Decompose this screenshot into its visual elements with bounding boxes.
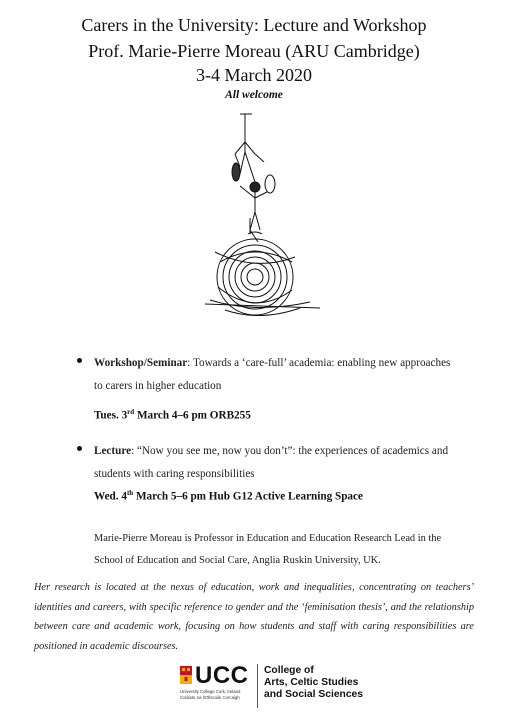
college-name — [264, 665, 363, 700]
lecture-date-sup: th — [126, 489, 134, 497]
workshop-label: Workshop/Seminar — [94, 357, 188, 369]
crest-icon — [180, 666, 192, 684]
workshop-text: : Towards a ‘care-full’ academia: enabling new approaches to carers in higher education — [94, 357, 451, 392]
workshop-description — [94, 352, 454, 398]
college-line-3: and Social Sciences — [264, 688, 364, 700]
bullet-dot — [77, 446, 82, 451]
ucc-wordmark: UCC — [195, 662, 249, 689]
research-summary: Her research is located at the nexus of education, work and inequalities, concentrating on teachers’ identities and careers, with specific reference to gender and the ‘feminisation thesis’, and the relationship between care and academic work, focusing on how students and staff with caring responsibilities are positioned in academic discourses. — [34, 582, 474, 652]
ucc-subtitle-en: University College Cork, Ireland — [180, 689, 241, 694]
bullet-dot — [77, 358, 82, 363]
logo-divider — [257, 664, 258, 708]
lecture-label: Lecture — [94, 445, 132, 457]
workshop-date — [94, 408, 251, 422]
lecture-date-prefix: Wed. 4 — [94, 490, 127, 503]
workshop-date-sup: rd — [127, 408, 135, 416]
college-line-1: College of — [264, 665, 314, 676]
workshop-date-prefix: Tues. 3 — [94, 409, 128, 422]
event-dates: 3-4 March 2020 — [196, 65, 312, 85]
lecture-date — [94, 489, 363, 503]
speaker-line: Prof. Marie-Pierre Moreau (ARU Cambridge) — [88, 41, 420, 61]
lecture-description — [94, 440, 464, 486]
event-title: Carers in the University: Lecture and Workshop — [81, 15, 427, 35]
workshop-date-suffix: March 4–6 pm ORB255 — [134, 409, 251, 422]
ucc-logo — [180, 662, 380, 714]
all-welcome: All welcome — [225, 89, 283, 101]
lecture-text: : “Now you see me, now you don’t”: the experiences of academics and students with caring responsibilities — [94, 445, 449, 480]
lecture-date-suffix: March 5–6 pm Hub G12 Active Learning Space — [133, 490, 363, 503]
speaker-bio: Marie-Pierre Moreau is Professor in Education and Education Research Lead in the School of Education and Social Care, Anglia Ruskin University, UK. — [94, 533, 442, 566]
marionette-illustration — [200, 112, 330, 332]
college-line-2: Arts, Celtic Studies — [264, 676, 359, 688]
ucc-subtitle-ga: Coláiste na hOllscoile Corcaigh — [180, 694, 240, 700]
ucc-subtitle — [180, 689, 255, 700]
